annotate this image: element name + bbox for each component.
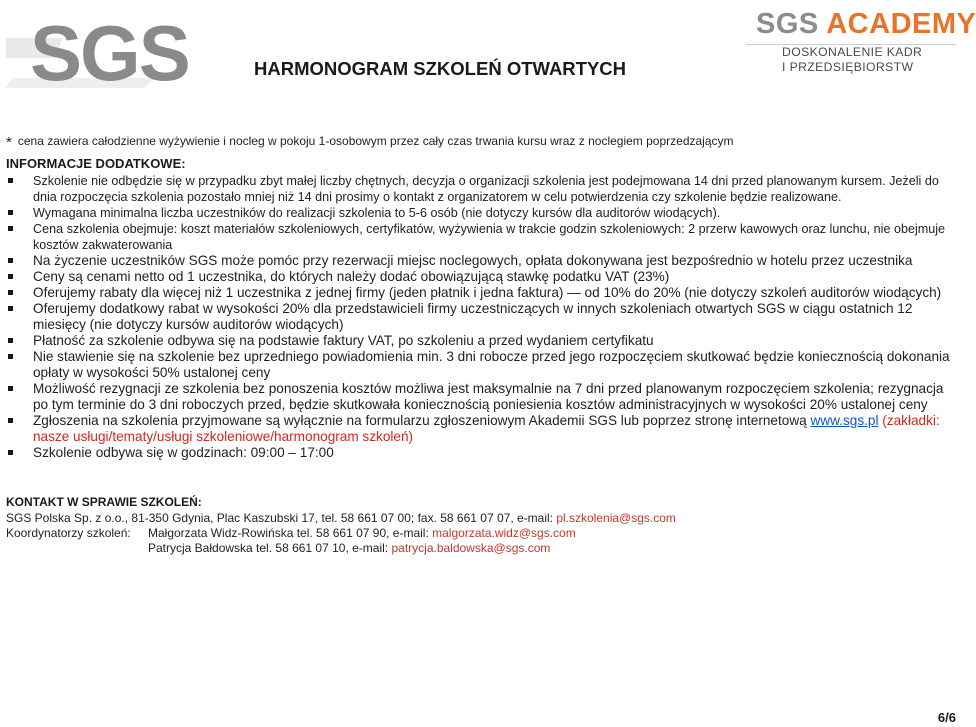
svg-text:SGS: SGS (30, 9, 189, 97)
coordinator-row-2: Patrycja Bałdowska tel. 58 661 07 10, e-mail: patrycja.baldowska@sgs.com (148, 541, 551, 555)
info-heading: INFORMACJE DODATKOWE: (6, 156, 186, 171)
list-item: Wymagana minimalna liczba uczestników do realizacji szkolenia to 5-6 osób (nie dotyczy kursów dla auditorów wiodących). (4, 205, 956, 221)
page-number: 6/6 (937, 710, 956, 725)
list-item: Na życzenie uczestników SGS może pomóc przy rezerwacji miejsc noclegowych, opłata dokonywana jest bezpośrednio w hotelu przez uczestnika (4, 253, 956, 269)
list-item: Płatność za szkolenie odbywa się na podstawie faktury VAT, po szkoleniu a przed wydaniem certyfikatu (4, 333, 956, 349)
list-item: Cena szkolenia obejmuje: koszt materiałów szkoleniowych, certyfikatów, wyżywienia w trakcie godzin szkoleniowych: 2 przerw kawowych oraz lunchu, nie obejmuje kosztów zakwaterowania (4, 221, 956, 253)
list-item-registration: Zgłoszenia na szkolenia przyjmowane są wyłącznie na formularzu zgłoszeniowym Akademii SGS lub poprzez stronę internetową www.sgs.pl (zakładki: nasze usługi/tematy/usługi szkoleniowe/harmonogram szkoleń) (4, 413, 956, 445)
academy-subtitle: DOSKONALENIE KADR I PRZEDSIĘBIORSTW (782, 45, 923, 74)
coordinator2-email-link[interactable]: patrycja.baldowska@sgs.com (391, 541, 551, 555)
page-title: HARMONOGRAM SZKOLEŃ OTWARTYCH (254, 58, 627, 79)
registration-path: (zakładki: nasze usługi/tematy/usługi szkoleniowe/harmonogram szkoleń) (33, 413, 940, 444)
coordinator1-email-link[interactable]: malgorzata.widz@sgs.com (432, 526, 576, 540)
sgs-academy-logo (746, 8, 976, 84)
list-item: Oferujemy rabaty dla więcej niż 1 uczestnika z jednej firmy (jeden płatnik i jedna faktura) — od 10% do 20% (nie dotyczy szkoleń auditorów wiodących) (4, 285, 956, 301)
price-footnote (6, 134, 734, 151)
contact-heading: KONTAKT W SPRAWIE SZKOLEŃ: (6, 495, 202, 509)
list-item: Możliwość rezygnacji ze szkolenia bez ponoszenia kosztów możliwa jest maksymalnie na 7 dni przed planowanym rozpoczęciem szkolenia; rezygnacja po tym terminie do 3 dni roboczych przed, będzie skutkowała koniecznością poniesienia kosztów administracyjnych w wysokości 20% ustalonej ceny (4, 381, 956, 413)
sgs-logo (4, 8, 189, 97)
sgs-website-link[interactable]: www.sgs.pl (810, 413, 879, 428)
list-item: Szkolenie nie odbędzie się w przypadku zbyt małej liczby chętnych, decyzja o organizacji szkolenia jest podejmowana 14 dni przed planowanym kursem. Jeżeli do dnia rozpoczęcia szkolenia pozostało mniej niż 14 dni prosimy o kontakt z organizatorem w celu potwierdzenia czy szkolenie będzie realizowane. (4, 173, 956, 205)
info-list (4, 173, 956, 461)
company-contact: SGS Polska Sp. z o.o., 81-350 Gdynia, Plac Kaszubski 17, tel. 58 661 07 00; fax. 58 661 07 07, e-mail: pl.szkolenia@sgs.com (6, 511, 676, 525)
academy-name: SGS ACADEMY (756, 8, 976, 40)
asterisk-marker: * (6, 134, 12, 151)
list-item: Oferujemy dodatkowy rabat w wysokości 20% dla przedstawicieli firmy uczestniczących w innych szkoleniach otwartych SGS w ciągu ostatnich 12 miesięcy (nie dotyczy kursów auditorów wiodących) (4, 301, 956, 333)
coordinator-row-1: Koordynatorzy szkoleń: Małgorzata Widz-Rowińska tel. 58 661 07 90, e-mail: malgorzata.widz@sgs.com (6, 526, 576, 540)
list-item: Ceny są cenami netto od 1 uczestnika, do których należy dodać obowiązującą stawkę podatku VAT (23%) (4, 269, 956, 285)
footnote-text: cena zawiera całodzienne wyżywienie i nocleg w pokoju 1-osobowym przez cały czas trwania kursu wraz z noclegiem poprzedzającym (17, 134, 734, 148)
list-item: Nie stawienie się na szkolenie bez uprzedniego powiadomienia min. 3 dni robocze przed jego rozpoczęciem skutkować będzie koniecznością dokonania opłaty w wysokości 50% ustalonej ceny (4, 349, 956, 381)
coordinators-label: Koordynatorzy szkoleń: (6, 526, 131, 540)
list-item: Szkolenie odbywa się w godzinach: 09:00 – 17:00 (4, 445, 956, 461)
company-email-link[interactable]: pl.szkolenia@sgs.com (556, 511, 676, 525)
